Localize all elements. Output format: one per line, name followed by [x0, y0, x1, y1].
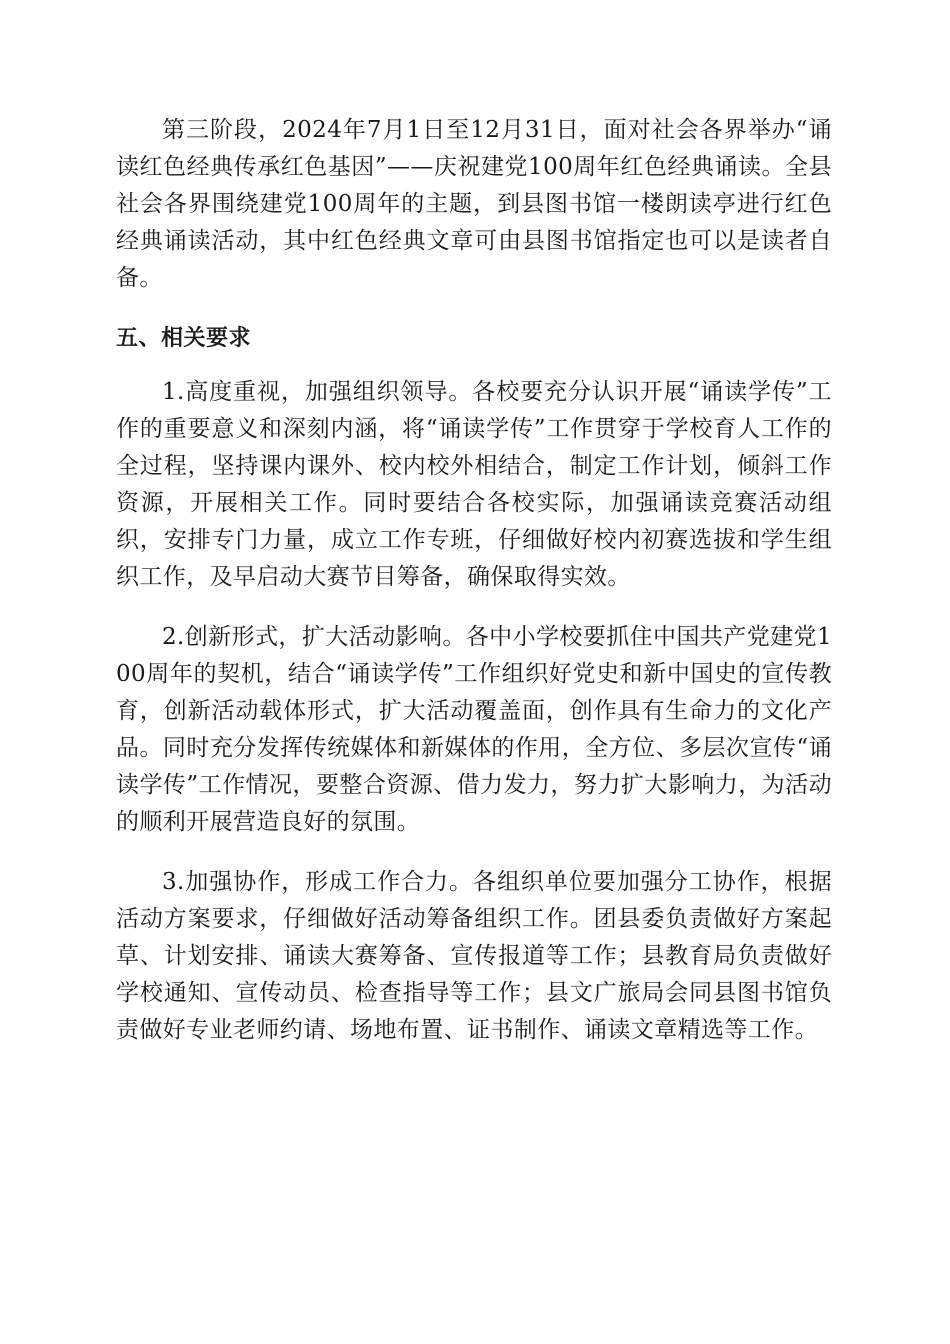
spacer — [116, 841, 832, 864]
requirement-paragraph-3: 3.加强协作，形成工作合力。各组织单位要加强分工协作，根据活动方案要求，仔细做好活动筹备组织工作。团县委负责做好方案起草、计划安排、诵读大赛筹备、宣传报道等工作；县教育局负责做好学校通知、宣传动员、检查指导等工作；县文广旅局会同县图书馆负责做好专业老师约请、场地布置、证书制作、诵读文章精选等工作。 — [116, 869, 832, 1043]
document-page — [116, 112, 832, 1049]
spacer — [116, 596, 832, 619]
spacer — [116, 357, 832, 374]
requirement-paragraph-2: 2.创新形式，扩大活动影响。各中小学校要抓住中国共产党建党100周年的契机，结合“诵读学传”工作组织好党史和新中国史的宣传教育，创新活动载体形式，扩大活动覆盖面，创作具有生命力的文化产品。同时充分发挥传统媒体和新媒体的作用，全方位、多层次宣传“诵读学传”工作情况，要整合资源、借力发力，努力扩大影响力，为活动的顺利开展营造良好的氛围。 — [116, 624, 832, 835]
section-heading: 五、相关要求 — [116, 326, 252, 351]
spacer — [116, 297, 832, 320]
paragraph-phase-three: 第三阶段，2024年7月1日至12月31日，面对社会各界举办“诵读红色经典传承红色基因”——庆祝建党100周年红色经典诵读。全县社会各界围绕建党100周年的主题，到县图书馆一楼朗读亭进行红色经典诵读活动，其中红色经典文章可由县图书馆指定也可以是读者自备。 — [116, 117, 832, 291]
requirement-paragraph-1: 1.高度重视，加强组织领导。各校要充分认识开展“诵读学传”工作的重要意义和深刻内涵，将“诵读学传”工作贯穿于学校育人工作的全过程，坚持课内课外、校内校外相结合，制定工作计划，倾斜工作资源，开展相关工作。同时要结合各校实际，加强诵读竞赛活动组织，安排专门力量，成立工作专班，仔细做好校内初赛选拔和学生组织工作，及早启动大赛节目筹备，确保取得实效。 — [116, 379, 832, 590]
